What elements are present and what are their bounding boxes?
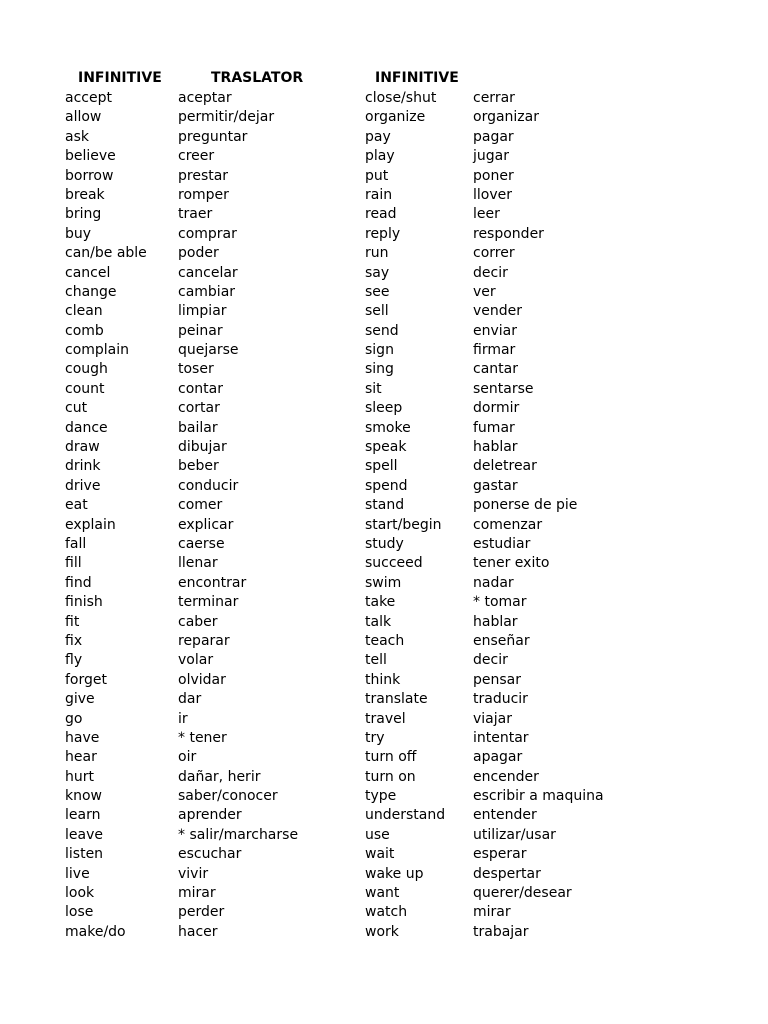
spanish-translation: poder [178, 245, 219, 262]
spanish-translation: apagar [473, 749, 523, 766]
infinitive-verb: read [365, 206, 397, 223]
infinitive-verb: pay [365, 128, 391, 145]
infinitive-verb: bring [65, 206, 102, 223]
spanish-translation: enviar [473, 322, 517, 339]
spanish-translation: cortar [178, 400, 220, 417]
infinitive-verb: close/shut [365, 90, 437, 106]
infinitive-verb: spend [365, 477, 408, 494]
spanish-translation: cantar [473, 361, 518, 378]
spanish-translation: dormir [473, 400, 520, 417]
infinitive-verb: start/begin [365, 516, 442, 533]
spanish-translation: sentarse [473, 380, 534, 397]
spanish-translation: comenzar [473, 516, 543, 533]
header-left-infinitive: INFINITIVE [78, 70, 162, 86]
infinitive-verb: use [365, 826, 390, 843]
spanish-translation: esperar [473, 846, 527, 863]
infinitive-verb: break [65, 186, 105, 203]
spanish-translation: peinar [178, 322, 223, 339]
infinitive-verb: hurt [65, 768, 94, 785]
infinitive-verb: ask [65, 128, 89, 145]
spanish-translation: saber/conocer [178, 788, 278, 805]
infinitive-verb: live [65, 865, 90, 882]
infinitive-verb: look [65, 885, 95, 902]
infinitive-verb: smoke [365, 419, 411, 436]
spanish-translation: caerse [178, 535, 225, 552]
infinitive-verb: count [65, 380, 105, 397]
spanish-translation: decir [473, 264, 508, 281]
infinitive-verb: explain [65, 516, 116, 533]
infinitive-verb: tell [365, 652, 387, 669]
spanish-translation: pensar [473, 671, 522, 688]
spanish-translation: explicar [178, 516, 234, 533]
spanish-translation: leer [473, 206, 500, 223]
spanish-translation: correr [473, 245, 515, 262]
spanish-translation: enseñar [473, 632, 530, 649]
spanish-translation: comer [178, 497, 223, 514]
spanish-translation: hablar [473, 613, 518, 630]
spanish-translation: firmar [473, 342, 516, 359]
spanish-translation: terminar [178, 594, 239, 611]
infinitive-verb: study [365, 535, 404, 552]
spanish-translation: despertar [473, 865, 541, 882]
spanish-translation: escuchar [178, 846, 242, 863]
spanish-translation: trabajar [473, 923, 529, 940]
spanish-translation: comprar [178, 225, 237, 242]
spanish-translation: bailar [178, 419, 218, 436]
spanish-translation: dar [178, 691, 202, 708]
spanish-translation: limpiar [178, 303, 227, 320]
infinitive-verb: translate [365, 691, 428, 708]
spanish-translation: pagar [473, 128, 514, 145]
infinitive-verb: work [365, 923, 399, 940]
spanish-translation: ver [473, 283, 496, 300]
infinitive-verb: drink [65, 458, 101, 475]
infinitive-verb: lose [65, 904, 94, 921]
infinitive-verb: play [365, 148, 395, 165]
infinitive-verb: organize [365, 109, 426, 126]
infinitive-verb: wake up [365, 865, 424, 882]
infinitive-verb: watch [365, 904, 408, 921]
spanish-translation: caber [178, 613, 218, 630]
spanish-translation: dibujar [178, 439, 227, 456]
infinitive-verb: know [65, 788, 102, 805]
infinitive-verb: sleep [365, 400, 403, 417]
infinitive-verb: sit [365, 380, 382, 397]
infinitive-verb: give [65, 691, 95, 708]
spanish-translation: fumar [473, 419, 515, 436]
infinitive-verb: think [365, 671, 401, 688]
infinitive-verb: allow [65, 109, 102, 126]
right-translation-column [473, 89, 604, 942]
spanish-translation: utilizar/usar [473, 826, 556, 843]
spanish-translation: cerrar [473, 90, 515, 106]
infinitive-verb: change [65, 283, 117, 300]
infinitive-verb: succeed [365, 555, 423, 572]
infinitive-verb: forget [65, 671, 107, 688]
spanish-translation: tener exito [473, 555, 550, 572]
header-left-translator: TRASLATOR [211, 70, 304, 86]
spanish-translation: prestar [178, 167, 229, 184]
spanish-translation: cambiar [178, 283, 236, 300]
infinitive-verb: sign [365, 342, 394, 359]
infinitive-verb: type [365, 788, 397, 805]
infinitive-verb: complain [65, 342, 130, 359]
infinitive-verb: swim [365, 574, 402, 591]
infinitive-verb: run [365, 245, 389, 262]
infinitive-verb: find [65, 574, 92, 591]
infinitive-verb: make/do [65, 923, 126, 940]
infinitive-verb: leave [65, 826, 103, 843]
infinitive-verb: draw [65, 439, 100, 456]
spanish-translation: perder [178, 904, 225, 921]
spanish-translation: * salir/marcharse [178, 826, 299, 843]
spanish-translation: hablar [473, 439, 518, 456]
infinitive-verb: eat [65, 497, 88, 514]
spanish-translation: olvidar [178, 671, 226, 688]
infinitive-verb: travel [365, 710, 406, 727]
infinitive-verb: understand [365, 807, 446, 824]
spanish-translation: hacer [178, 923, 218, 940]
left-translation-column [178, 89, 298, 942]
spanish-translation: preguntar [178, 128, 248, 145]
spanish-translation: vender [473, 303, 523, 320]
spanish-translation: deletrear [473, 458, 537, 475]
spanish-translation: permitir/dejar [178, 109, 275, 126]
spanish-translation: * tomar [473, 594, 527, 611]
infinitive-verb: can/be able [65, 245, 147, 262]
infinitive-verb: cut [65, 400, 88, 417]
spanish-translation: poner [473, 167, 514, 184]
spanish-translation: organizar [473, 109, 539, 126]
spanish-translation: quejarse [178, 342, 239, 359]
spanish-translation: ponerse de pie [473, 497, 578, 514]
infinitive-verb: sing [365, 361, 394, 378]
infinitive-verb: speak [365, 439, 407, 456]
spanish-translation: gastar [473, 477, 518, 494]
infinitive-verb: take [365, 594, 396, 611]
spanish-translation: llenar [178, 555, 218, 572]
infinitive-verb: clean [65, 303, 103, 320]
spanish-translation: cancelar [178, 264, 238, 281]
infinitive-verb: reply [365, 225, 401, 242]
spanish-translation: vivir [178, 865, 209, 882]
infinitive-verb: cough [65, 361, 108, 378]
infinitive-verb: finish [65, 594, 103, 611]
spanish-translation: llover [473, 186, 512, 203]
spanish-translation: intentar [473, 729, 529, 746]
right-infinitive-column [365, 89, 445, 942]
spanish-translation: conducir [178, 477, 239, 494]
spanish-translation: aceptar [178, 90, 232, 106]
infinitive-verb: accept [65, 90, 112, 106]
spanish-translation: dañar, herir [178, 768, 261, 785]
infinitive-verb: talk [365, 613, 392, 630]
infinitive-verb: say [365, 264, 390, 281]
infinitive-verb: fit [65, 613, 80, 630]
infinitive-verb: fix [65, 632, 83, 649]
spanish-translation: querer/desear [473, 885, 572, 902]
infinitive-verb: comb [65, 322, 104, 339]
spanish-translation: encontrar [178, 574, 247, 591]
infinitive-verb: put [365, 167, 389, 184]
spanish-translation: encender [473, 768, 539, 785]
spanish-translation: jugar [473, 148, 509, 165]
spanish-translation: oir [178, 749, 197, 766]
spanish-translation: contar [178, 380, 223, 397]
spanish-translation: entender [473, 807, 537, 824]
spanish-translation: romper [178, 186, 229, 203]
infinitive-verb: hear [65, 749, 97, 766]
spanish-translation: escribir a maquina [473, 788, 604, 805]
spanish-translation: traducir [473, 691, 528, 708]
left-infinitive-column [65, 89, 147, 942]
infinitive-verb: buy [65, 225, 92, 242]
infinitive-verb: send [365, 322, 399, 339]
infinitive-verb: fly [65, 652, 83, 669]
infinitive-verb: want [365, 885, 400, 902]
spanish-translation: aprender [178, 807, 242, 824]
infinitive-verb: try [365, 729, 385, 746]
infinitive-verb: turn on [365, 768, 416, 785]
spanish-translation: beber [178, 458, 219, 475]
header-right-infinitive: INFINITIVE [375, 70, 459, 86]
spanish-translation: decir [473, 652, 508, 669]
spanish-translation: volar [178, 652, 214, 669]
infinitive-verb: drive [65, 477, 101, 494]
spanish-translation: ir [178, 710, 188, 727]
infinitive-verb: wait [365, 846, 395, 863]
infinitive-verb: learn [65, 807, 101, 824]
infinitive-verb: cancel [65, 264, 111, 281]
infinitive-verb: listen [65, 846, 104, 863]
infinitive-verb: borrow [65, 167, 114, 184]
infinitive-verb: spell [365, 458, 398, 475]
spanish-translation: * tener [178, 729, 227, 746]
spanish-translation: nadar [473, 574, 514, 591]
spanish-translation: mirar [473, 904, 511, 921]
infinitive-verb: go [65, 710, 83, 727]
spanish-translation: responder [473, 225, 544, 242]
spanish-translation: reparar [178, 632, 230, 649]
spanish-translation: estudiar [473, 535, 531, 552]
infinitive-verb: stand [365, 497, 405, 514]
infinitive-verb: have [65, 729, 100, 746]
spanish-translation: creer [178, 148, 215, 165]
infinitive-verb: sell [365, 303, 389, 320]
spanish-translation: toser [178, 361, 214, 378]
infinitive-verb: fall [65, 535, 87, 552]
infinitive-verb: believe [65, 148, 116, 165]
infinitive-verb: rain [365, 186, 393, 203]
infinitive-verb: dance [65, 419, 108, 436]
infinitive-verb: see [365, 283, 390, 300]
spanish-translation: viajar [473, 710, 512, 727]
infinitive-verb: teach [365, 632, 405, 649]
spanish-translation: mirar [178, 885, 216, 902]
infinitive-verb: turn off [365, 749, 417, 766]
infinitive-verb: fill [65, 555, 82, 572]
spanish-translation: traer [178, 206, 213, 223]
